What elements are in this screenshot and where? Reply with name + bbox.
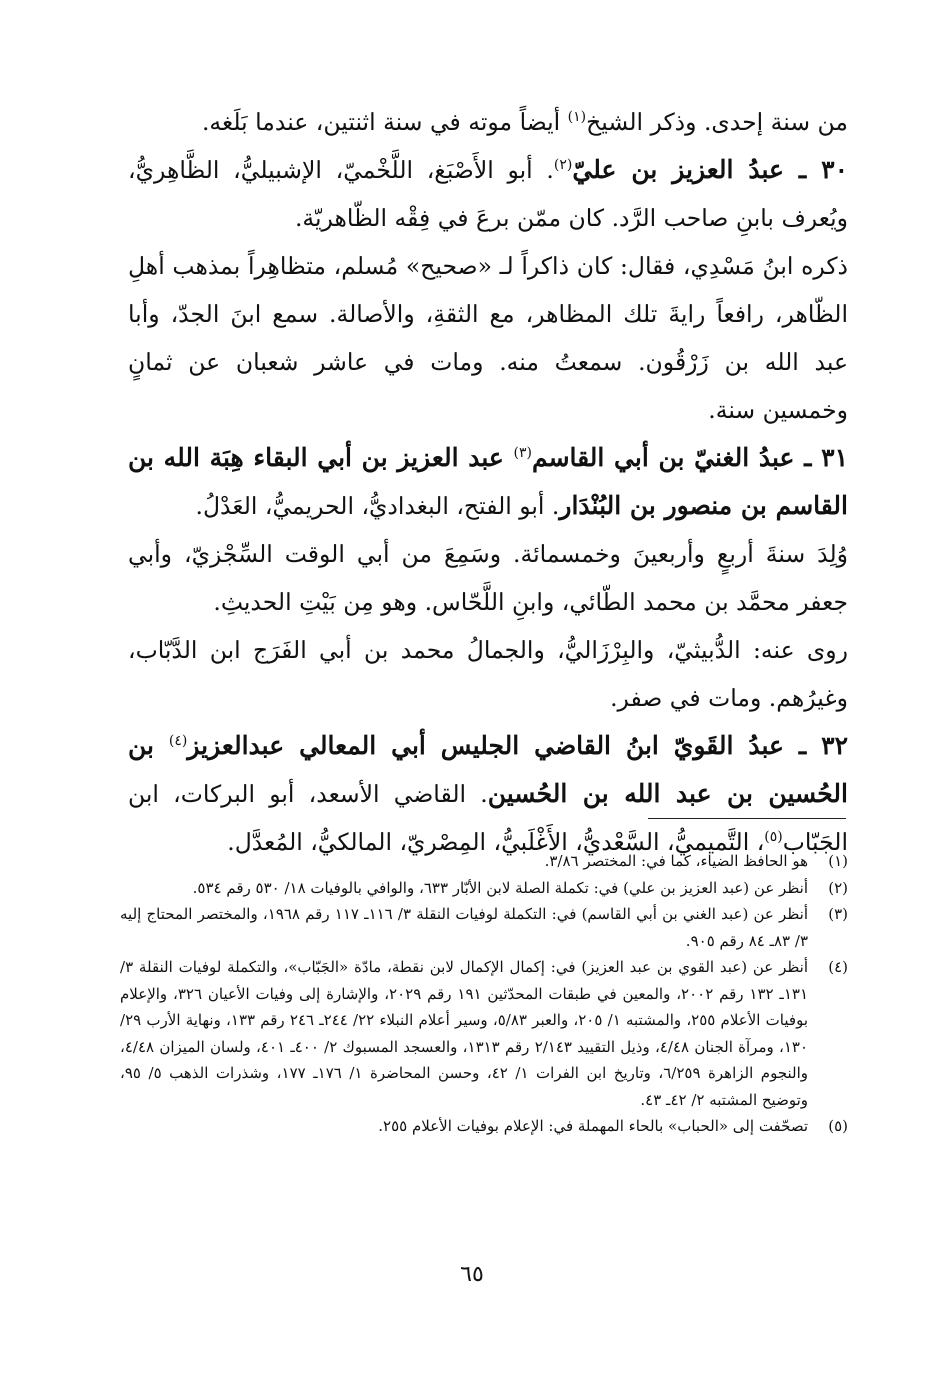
entry-title: ٣٢ ـ عبدُ القَويّ ابنُ القاضي الجليس أبي المعالي عبدالعزيز bbox=[187, 731, 848, 760]
footnote-ref[interactable]: (٥) bbox=[764, 829, 783, 846]
entry-title-cont: عبد العزيز بن أبي البقاء هِبَة الله بن القاسم بن منصور بن البُنْدَار bbox=[128, 443, 848, 520]
footnote-4 bbox=[120, 954, 848, 1113]
entry-32 bbox=[128, 722, 848, 866]
footnote-number: (٥) bbox=[828, 1117, 848, 1135]
entry-description: . القاضي الأسعد، أبو البركات، ابن الجَبّاب bbox=[128, 780, 848, 856]
entry-30-body: ذكره ابنُ مَسْدِي، فقال: كان ذاكراً لـ «صحيح» مُسلم، متظاهِراً بمذهب أهلِ الظّاهر، رافعاً رايةَ تلك المظاهر، مع الثقةِ، والأصالة. سمع ابنَ الجدّ، وأبا عبد الله بن زَرْقُون. سمعتُ منه. ومات في عاشر شعبان عن ثمانٍ وخمسين سنة. bbox=[128, 252, 848, 424]
entry-title-cont: بن الحُسين بن عبد الله بن الحُسين bbox=[128, 731, 848, 808]
footnote-ref[interactable]: (٤) bbox=[168, 733, 188, 750]
footnote-separator bbox=[648, 818, 846, 819]
footnote-text: أنظر عن (عبد العزيز بن علي) في: تكملة الصلة لابن الأبّار ٦٣٣، والوافي بالوفيات ١٨/ ٥٣٠ رقم ٥٣٤. bbox=[192, 878, 808, 897]
entry-description: . أبو الفتح، البغداديُّ، الحريميُّ، العَدْلُ. bbox=[195, 492, 560, 520]
main-text bbox=[128, 98, 848, 866]
entry-30 bbox=[128, 146, 848, 242]
footnote-text: تصحّفت إلى «الحباب» بالحاء المهملة في: الإعلام بوفيات الأعلام ٢٥٥. bbox=[378, 1117, 808, 1135]
footnotes bbox=[120, 848, 848, 1140]
text-span: من سنة إحدى. وذكر الشيخ bbox=[586, 108, 848, 136]
entry-description: ، التَّميميُّ، السَّعْديُّ، الأَغْلَبيُّ، المِصْريّ، المالكيُّ، المُعدَّل. bbox=[227, 828, 765, 856]
footnote-text: هو الحافظ الضياء، كما في: المختصر ٣/٨٦. bbox=[544, 852, 808, 870]
entry-description: . أبو الأَصْبَغ، اللَّخْميّ، الإشبيليُّ، الظَّاهِريُّ، ويُعرف بابنِ صاحب الرَّد. كان ممّن برعَ في فِقْه الظّاهريّة. bbox=[128, 156, 848, 232]
entry-31 bbox=[128, 434, 848, 530]
footnote-5 bbox=[120, 1113, 848, 1140]
paragraph-continuation bbox=[128, 98, 848, 146]
footnote-1 bbox=[120, 848, 848, 875]
footnote-ref[interactable]: (١) bbox=[567, 109, 587, 126]
footnote-text: أنظر عن (عبد القوي بن عبد العزيز) في: إكمال الإكمال لابن نقطة، مادّة «الجَبّاب»، والتكملة لوفيات النقلة ٣/ ١٣١ـ ١٣٢ رقم ٢٠٠٢، والمعين في طبقات المحدّثين ١٩١ رقم ٢٠٢٩، والإشارة إلى وفيات الأعيان ٣٢٦، والإعلام بوفيات الأعلام ٢٥٥، والمشتبه ١/ ٢٠٥، والعبر ٥/٨٣، وسير أعلام النبلاء ٢٢/ ٢٤٤ـ ٢٤٦ رقم ١٣٣، ونهاية الأرب ٢٩/ ١٣٠، ومرآة الجنان ٤/٤٨، وذيل التقييد ٢/١٤٣ رقم ١٣١٣، والعسجد المسبوك ٢/ ٤٠٠ـ ٤٠١، ولسان الميزان ٤/٤٨، والنجوم الزاهرة ٦/٢٥٩، وتاريخ ابن الفرات ١/ ٤٢، وحسن المحاضرة ١/ ١٧٦ـ ١٧٧، وشذرات الذهب ٥/ ٩٥، وتوضيح المشتبه ٢/ ٤٢ـ ٤٣. bbox=[120, 958, 809, 1109]
footnote-number: (٣) bbox=[828, 905, 848, 923]
entry-31-body-2: روى عنه: الدُّبيثيّ، والبِرْزَاليُّ، والجمالُ محمد بن أبي الفَرَج ابن الدَّبّاب، وغيرُهم. ومات في صفر. bbox=[128, 636, 848, 712]
page-number: ٦٥ bbox=[460, 1262, 484, 1287]
footnote-ref[interactable]: (٣) bbox=[513, 445, 532, 462]
text-span: أيضاً موته في سنة اثنتين، عندما بَلَغه. bbox=[201, 108, 568, 136]
entry-title: ٣٠ ـ عبدُ العزيز بن عليّ bbox=[572, 155, 848, 184]
footnote-2 bbox=[120, 875, 848, 902]
footnote-number: (٢) bbox=[828, 878, 848, 897]
footnote-text: أنظر عن (عبد الغني بن أبي القاسم) في: التكملة لوفيات النقلة ٣/ ١١٦ـ ١١٧ رقم ١٩٦٨، والمختصر المحتاج إليه ٣/ ٨٣ـ ٨٤ رقم ٩٠٥. bbox=[120, 905, 808, 950]
footnote-3 bbox=[120, 901, 848, 954]
entry-31-body-1: وُلِدَ سنةَ أربعٍ وأربعينَ وخمسمائة. وسَمِعَ من أبي الوقت السِّجْزيّ، وأبي جعفر محمَّد بن محمد الطّائي، وابنِ اللَّحّاس. وهو مِن بَيْتِ الحديثِ. bbox=[128, 540, 848, 616]
entry-title: ٣١ ـ عبدُ الغنيّ بن أبي القاسم bbox=[531, 443, 848, 472]
footnote-ref[interactable]: (٢) bbox=[553, 157, 573, 174]
footnote-number: (٤) bbox=[828, 958, 848, 976]
footnote-number: (١) bbox=[828, 852, 848, 870]
